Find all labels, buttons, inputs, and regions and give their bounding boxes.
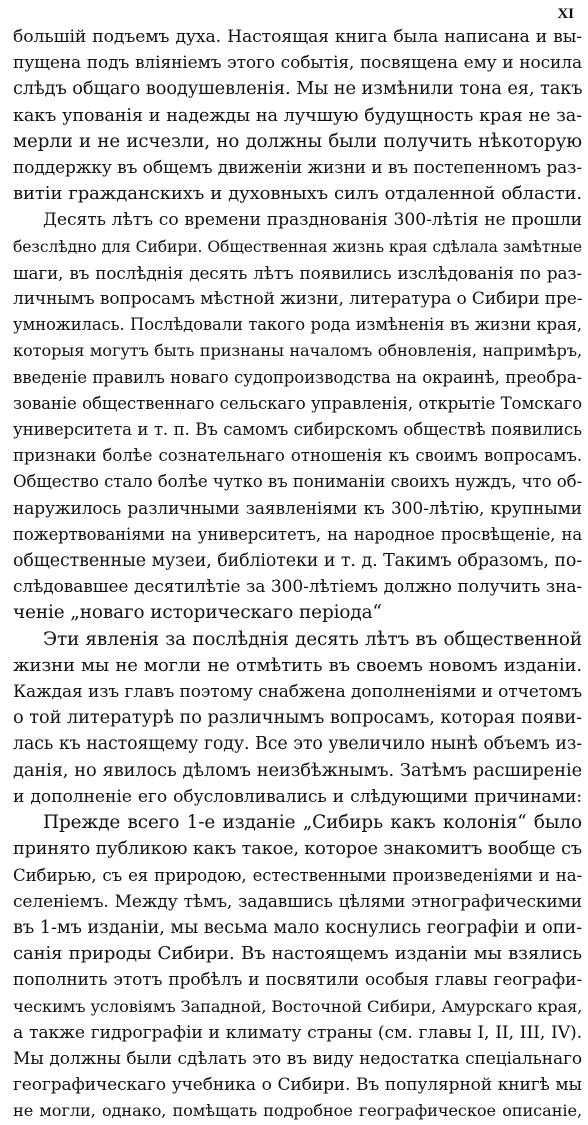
text-line: Мы должны были сдѣлать это въ виду недостатка спецiальнаго [13,1048,582,1069]
text-line: Эти явленiя за послѣднiя десять лѣтъ въ общественной [43,628,582,650]
text-line: которыя могутъ быть признаны началомъ обновленiя, напримѣръ, [13,341,582,361]
text-line: селенiемъ. Между тѣмъ, задавшись цѣлями этнографическими [13,891,582,912]
text-line: ченiе „новаго историческаго перiода“ [13,602,382,624]
text-line: Общество стало болѣе чутко въ пониманiи своихъ нуждъ, что об- [13,472,582,492]
text-line: въ 1-мъ изданiи, мы весьма мало коснулись географiи и опи- [13,916,582,938]
text-line: принято публикою какъ такое, которое знакомитъ вообще съ [13,839,582,860]
text-line: общественные музеи, библiотеки и т. д. Такимъ образомъ, по- [13,551,582,572]
text-line: зованiе общественнаго сельскаго управленiя, открытiе Томскаго [13,393,582,413]
text-line: не могли, однако, помѣщать подробное географическое описанiе, [13,1101,582,1121]
text-line: пожертвованiями на университетъ, на народное просвѣщенiе, на [13,524,582,544]
text-line: большiй подъемъ духа. Настоящая книга была написана и вы- [13,27,582,47]
text-line: слѣдовавшее десятилѣтiе за 300-лѣтiемъ должно получить зна- [13,577,582,598]
text-line: о той литературѣ по различнымъ вопросамъ, которая появи- [13,707,582,729]
text-line: а также гидрографiи и климату страны (см. главы I, II, III, IV). [13,1022,582,1043]
text-line: санiя природы Сибири. Въ настоящемъ изданiи мы взялись [13,943,582,965]
text-line: введенiе правилъ новаго судопроизводства на окраинѣ, преобра- [13,367,582,387]
text-line: умножилась. Послѣдовали такого рода измѣненiя въ жизни края, [13,315,582,335]
page-number: XI [557,6,574,22]
text-line: признаки болѣе сознательнаго отношенiя къ своимъ вопросамъ. [13,446,582,466]
body-text [13,0,582,1125]
text-line: лась къ настоящему году. Все это увеличило нынѣ объемъ из- [13,734,582,755]
text-line: слѣдъ общаго воодушевленiя. Мы не измѣнили тона ея, такъ [13,78,582,100]
text-line: Каждая изъ главъ поэтому снабжена дополненiями и отчетомъ [13,682,582,703]
text-line: Прежде всего 1-е изданiе „Сибирь какъ колонiя“ было [43,812,582,834]
text-line: пополнить этотъ пробѣлъ и посвятили особыя главы географи- [13,970,582,991]
text-line: поддержку въ общемъ движенiи жизни и въ постепенномъ раз- [13,158,582,179]
paragraph [13,24,582,207]
text-line: шаги, въ послѣднiя десять лѣтъ появились изслѣдованiя по раз- [13,262,582,283]
text-line: ческимъ условiямъ Западной, Восточной Сибири, Амурскаго края, [13,996,582,1016]
text-line: какъ упованiя и надежды на лучшую будущность края не за- [13,105,582,126]
text-line: личнымъ вопросамъ мѣстной жизни, литература о Сибири пре- [13,289,582,310]
text-line: географическаго учебника о Сибири. Въ популярной книгѣ мы [13,1075,582,1096]
text-line: Десять лѣтъ со времени празднованiя 300-лѣтiя не прошли [43,210,582,231]
text-line: университета и т. п. Въ самомъ сибирскомъ обществѣ появились [13,420,582,440]
text-line: пущена подъ влiянiемъ этого событiя, посвящена ему и носила [13,53,582,74]
text-line: наружилось различными заявленiями къ 300-лѣтiю, крупными [13,498,582,519]
text-line: безслѣдно для Сибири. Общественная жизнь края сдѣлала замѣтные [13,237,582,256]
text-line: и дополненiе его обусловливались и слѣдующими причинами: [13,786,582,807]
paragraph [13,627,582,810]
text-line: мерли и не исчезли, но должны были получить нѣкоторую [13,130,582,152]
paragraph [13,810,582,1124]
text-line: данiя, но явилось дѣломъ неизбѣжнымъ. Затѣмъ расширенiе [13,759,582,781]
paragraph [13,207,582,626]
text-line: Сибирью, съ ея природою, естественными произведенiями и на- [13,865,582,885]
text-line: жизни мы не могли не отмѣтить въ своемъ новомъ изданiи. [13,654,582,676]
text-line: витiи гражданскихъ и духовныхъ силъ отдаленной области. [13,183,582,205]
